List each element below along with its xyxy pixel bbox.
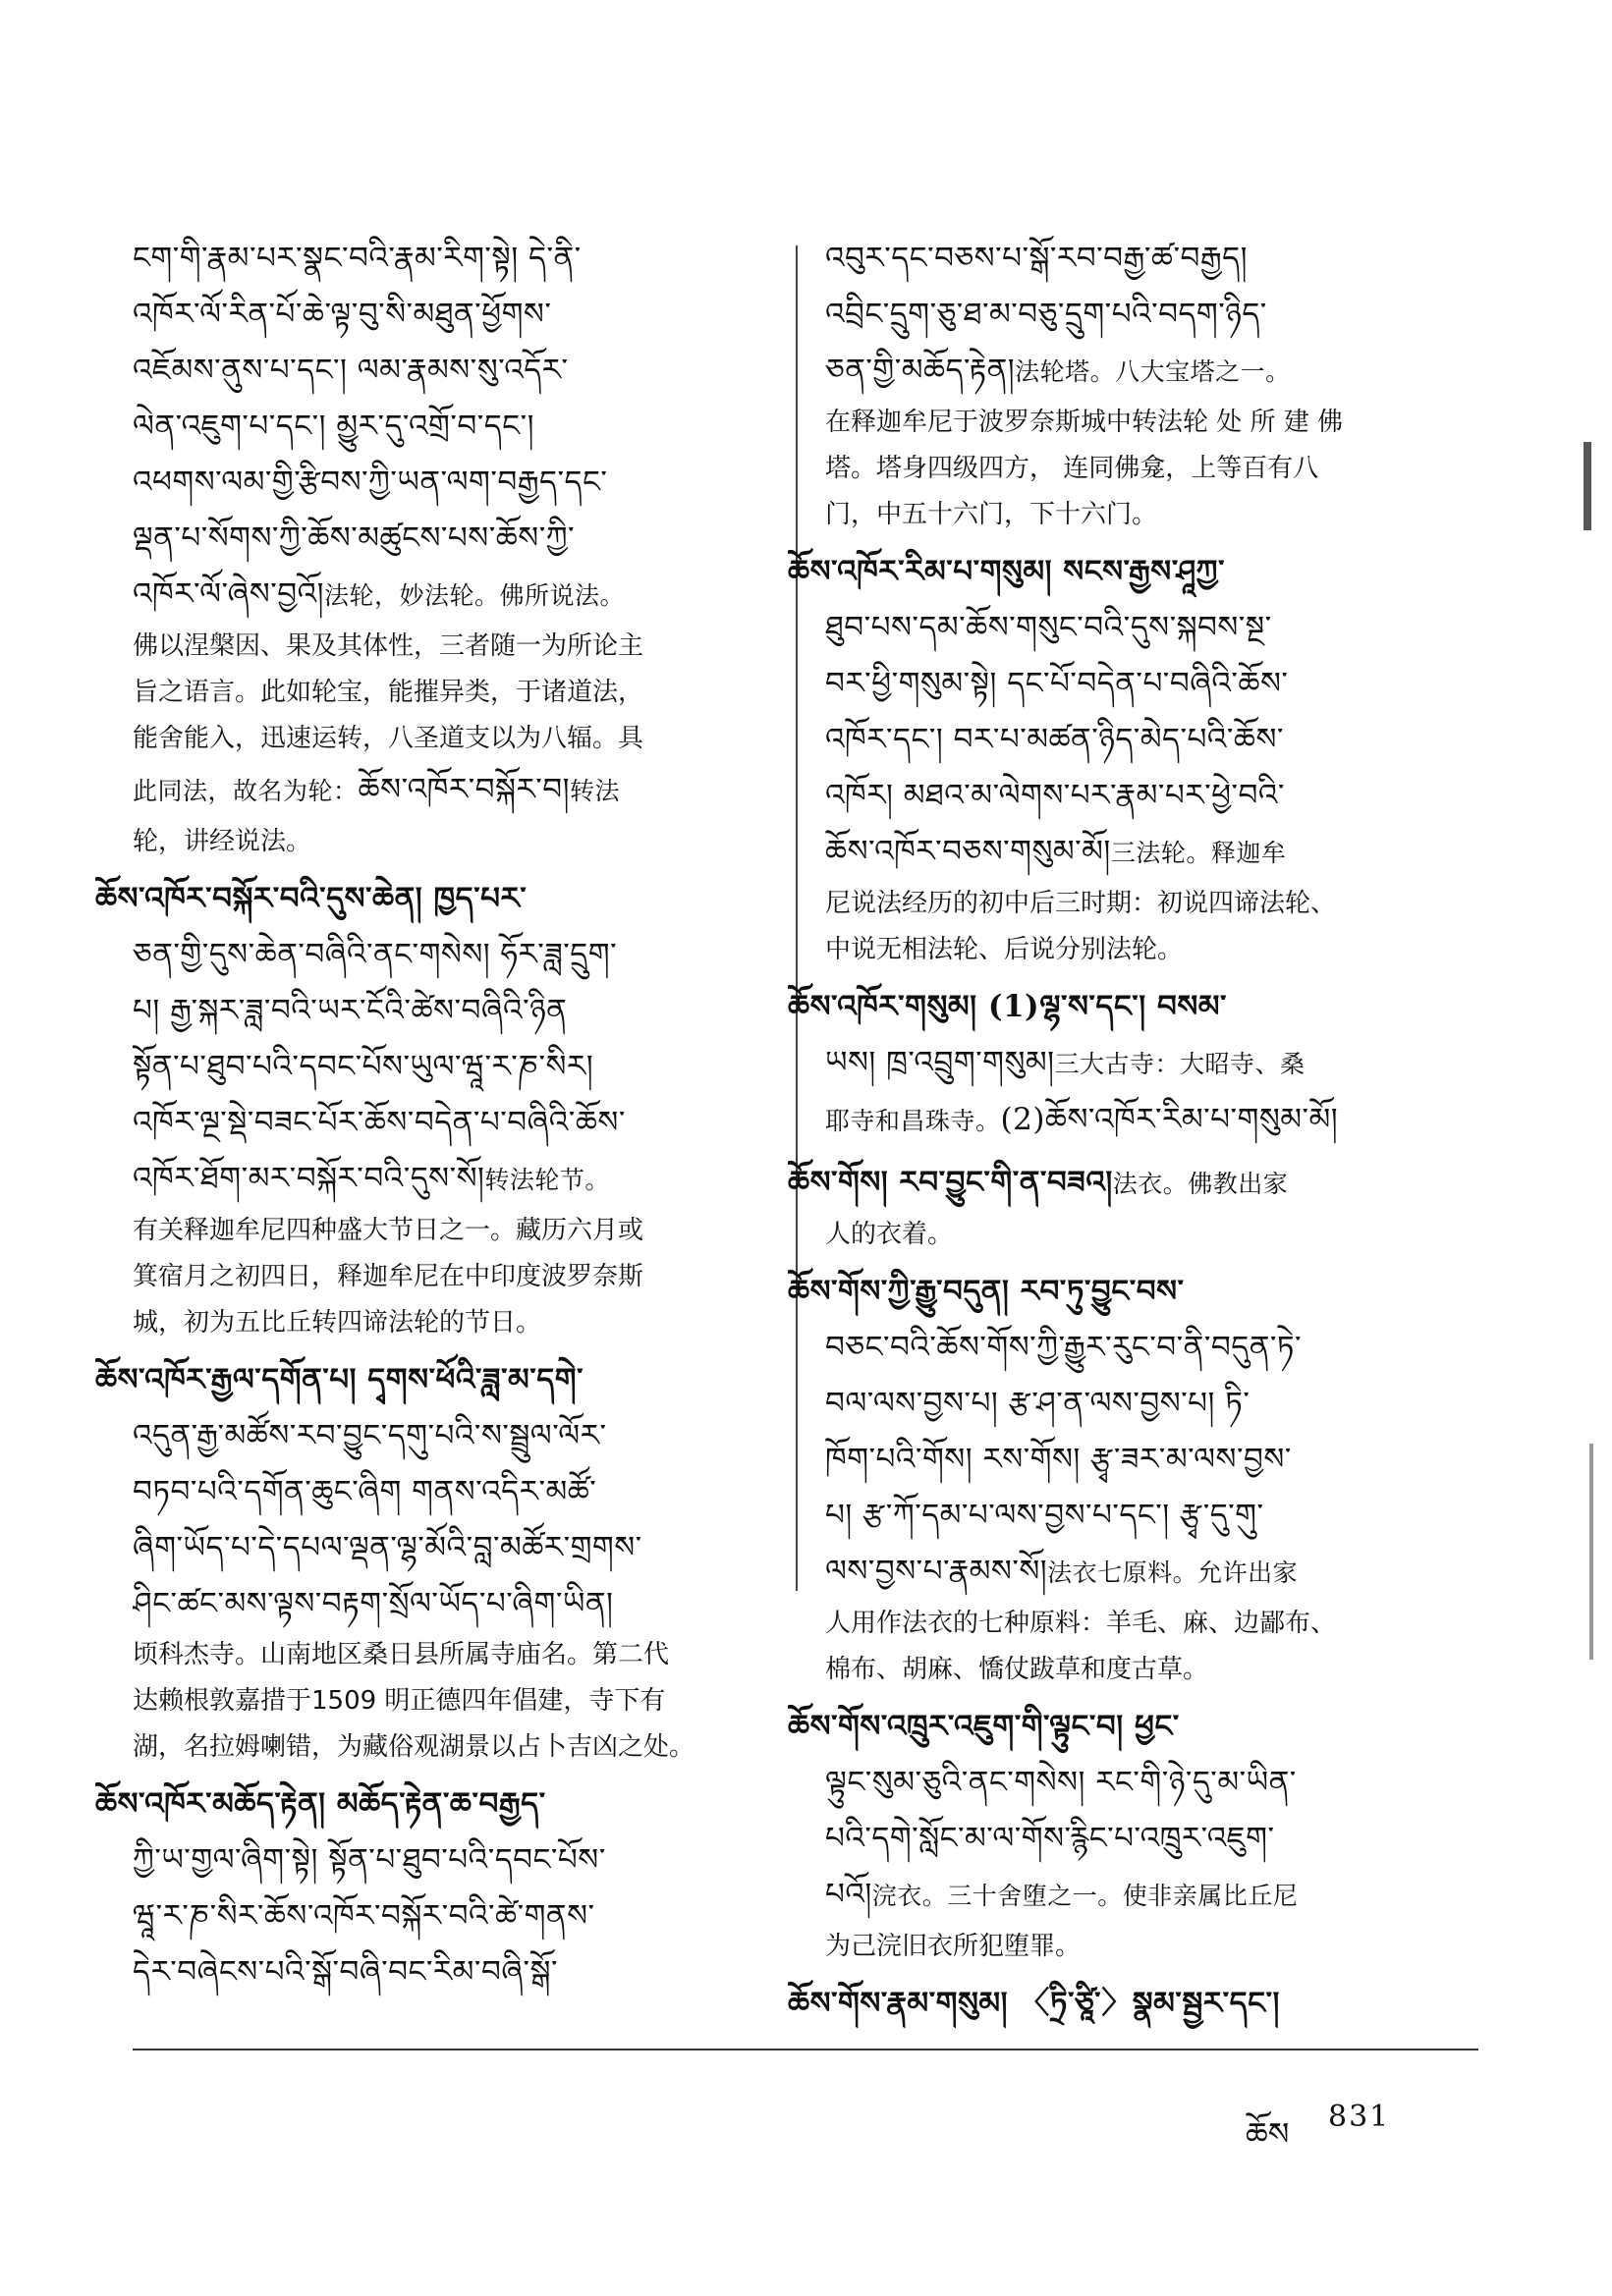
tibetan-text: པའོ། [825, 1877, 872, 1912]
tibetan-line: བལ་ལས་བྱས་པ། རྩ་ཤ་ན་ལས་བྱས་པ། ཏི་ [825, 1386, 1251, 1421]
tibetan-line: ལྟུང་སུམ་ཅུའི་ནང་གསེས། རང་གི་ཉེ་དུ་མ་ཡིན་ [825, 1765, 1297, 1800]
tibetan-line: པ། རྒྱ་སྐར་ཟླ་བའི་ཡར་ངོའི་ཚེས་བཞིའི་ཉིན [133, 993, 568, 1028]
dictionary-entry [825, 231, 1470, 538]
chinese-text: 转法轮节。 [484, 1166, 610, 1194]
tibetan-line: བཅང་བའི་ཆོས་གོས་ཀྱི་རྒྱུར་རུང་བ་ནི་བདུན་ཏེ་ [825, 1330, 1302, 1365]
chinese-line: 旨之语言。此如轮宝，能摧异类，于诸道法， [133, 678, 644, 707]
tibetan-text: ལས་བྱས་པ་རྣམས་སོ། [825, 1554, 1048, 1589]
chinese-line: 湖，名拉姆喇错，为藏俗观湖景以占卜吉凶之处。 [133, 1732, 695, 1762]
chinese-line: 能舍能入，迅速运转，八圣道支以为八辐。具 [133, 724, 644, 753]
tibetan-line: ཝཱ་ར་ཎ་སིར་ཆོས་འཁོར་བསྐོར་བའི་ཚེ་གནས་ [133, 1898, 595, 1934]
tibetan-line: འདུན་རྒྱ་མཚོས་རབ་བྱུང་དགུ་པའི་ས་སྦྲུལ་ལོར་ [133, 1418, 607, 1453]
entry-headword: ཆོས་གོས་རྣམ་གསུམ། 〈ཏྲི་ཙཱི་〉སྣམ་སྦྱར་དང་། [788, 1986, 1280, 2021]
tibetan-text: འཁོར་ལོ་ཞེས་བྱའོ། [133, 576, 325, 612]
tibetan-line: སྟོན་པ་ཐུབ་པའི་དབང་པོས་ཡུལ་ཝཱ་ར་ཎ་སིར། [133, 1049, 594, 1084]
chinese-text: 转法 [570, 777, 621, 805]
tibetan-line: བཏབ་པའི་དགོན་ཆུང་ཞིག གནས་འདིར་མཚོ་ [133, 1474, 597, 1509]
chinese-line: 门，中五十六门，下十六门。 [825, 500, 1158, 529]
tibetan-line: ལེན་འཇུག་པ་དང་། མྱུར་དུ་འགྲོ་བ་དང་། [133, 409, 534, 444]
chinese-line: 为己浣旧衣所犯堕罪。 [825, 1932, 1082, 1961]
tibetan-line: ཞིག་ཡོད་པ་དེ་དཔལ་ལྡན་ལྷ་མོའི་བླ་མཚོར་གྲགས་ [133, 1530, 642, 1565]
left-column [95, 231, 771, 2006]
chinese-line: 达赖根敦嘉措于1509 明正德四年倡建，寺下有 [133, 1686, 666, 1716]
tibetan-text: ཆོས་འཁོར་བཅས་གསུམ་མོ། [825, 834, 1111, 869]
tibetan-line: འབུར་དང་བཅས་པ་སྒོ་རབ་བརྒྱ་ཚ་བརྒྱད། [825, 241, 1248, 276]
mixed-line [825, 1867, 1470, 1924]
dictionary-entry [788, 979, 1470, 1149]
footer-rule [133, 2049, 1478, 2050]
chinese-line: 轮，讲经说法。 [133, 827, 312, 856]
headword-tibetan: ཆོས་གོས། རབ་བྱུང་གི་ན་བཟའ། [788, 1165, 1113, 1200]
dictionary-entry [788, 1264, 1470, 1693]
tibetan-line: ངག་གི་རྣམ་པར་སྣང་བའི་རྣམ་རིག་སྟེ། དེ་ནི་ [133, 241, 582, 276]
chinese-line: 棉布、胡麻、憍仗跋草和度古草。 [825, 1655, 1209, 1684]
tibetan-line: འཇོམས་ནུས་པ་དང་། ལམ་རྣམས་སུ་འདོར་ [133, 353, 569, 388]
tibetan-line: དེར་བཞེངས་པའི་སྒོ་བཞི་བང་རིམ་བཞི་སྒོ་ [133, 1954, 558, 1990]
mixed-line [133, 1151, 771, 1208]
headword-chinese: 法衣。佛教出家 [1112, 1170, 1289, 1198]
entry-headword: ཆོས་འཁོར་མཆོད་རྟེན། མཆོད་རྟེན་ཆ་བརྒྱད་ [95, 1786, 546, 1822]
chinese-line: 塔。塔身四级四方， 连同佛龛，上等百有八 [825, 454, 1319, 483]
tibetan-line: ཁོག་པའི་གོས། རས་གོས། རྩྭ་ཟར་མ་ལས་བྱས་ [825, 1442, 1292, 1477]
dictionary-entry [788, 1699, 1470, 1970]
tibetan-line: འབྲིང་དྲུག་ཅུ་ཐ་མ་བཅུ་དྲུག་པའི་བདག་ཉིད་ [825, 297, 1267, 332]
dictionary-entry [95, 871, 771, 1346]
dictionary-entry [95, 1352, 771, 1771]
tibetan-text: ཅན་གྱི་མཆོད་རྟེན། [825, 353, 1016, 388]
tibetan-text: འཁོར་ཐོག་མར་བསྐོར་བའི་དུས་སོ། [133, 1161, 485, 1196]
tibetan-line: ཅན་གྱི་དུས་ཆེན་བཞིའི་ནང་གསེས། ཧོར་ཟླ་དྲུག་ [133, 937, 618, 972]
tibetan-line: བར་ཕྱི་གསུམ་སྟེ། དང་པོ་བདེན་པ་བཞིའི་ཆོས་ [825, 666, 1289, 701]
dictionary-entry [95, 1777, 771, 2000]
chinese-text: 法衣七原料。允许出家 [1047, 1558, 1299, 1587]
tibetan-line: ཀྱི་ཡ་གྱལ་ཞིག་སྟེ། སྟོན་པ་ཐུབ་པའི་དབང་པོས་ [133, 1842, 606, 1878]
chinese-text: 法轮塔。八大宝塔之一。 [1015, 357, 1291, 386]
page-edge-mark [1584, 442, 1591, 530]
entry-headword [788, 1155, 1470, 1212]
chinese-text: 耶寺和昌珠寺。 [825, 1107, 1001, 1135]
tibetan-line: ཤིང་ཚང་མས་ལྟས་བརྟག་སྲོལ་ཡོད་པ་ཞིག་ཡིན། [133, 1586, 614, 1621]
tibetan-line: འཕགས་ལམ་གྱི་རྩིབས་ཀྱི་ཡན་ལག་བརྒྱད་དང་ [133, 465, 608, 500]
dictionary-entry [788, 1155, 1470, 1258]
tibetan-line: འཁོར་ལོ་རིན་པོ་ཆེ་ལྟ་བུ་སི་མཐུན་ཕྱོགས་ [133, 297, 552, 332]
tibetan-line: འཁོར་དང་། བར་པ་མཚན་ཉིད་མེད་པའི་ཆོས་ [825, 722, 1284, 757]
entry-headword: ཆོས་གོས་འཁྲུར་འཇུག་གི་ལྟུང་བ། ཕྱང་ [788, 1709, 1180, 1744]
dictionary-entry [133, 231, 771, 865]
chinese-line: 尼说法经历的初中后三时期：初说四谛法轮、 [825, 889, 1337, 918]
mixed-line [825, 1035, 1470, 1092]
chinese-line: 有关释迦牟尼四种盛大节日之一。藏历六月或 [133, 1216, 644, 1245]
running-footer-word: ཆོས [1246, 2115, 1290, 2153]
page-edge-shadow [1589, 1444, 1593, 1660]
chinese-text: 此同法，故名为轮： [133, 777, 359, 805]
entry-headword: ཆོས་གོས་ཀྱི་རྒྱུ་བདུན། རབ་ཏུ་བྱུང་བས་ [788, 1274, 1185, 1309]
mixed-line [825, 1544, 1470, 1601]
right-column [788, 231, 1470, 2038]
chinese-line: 中说无相法轮、后说分别法轮。 [825, 935, 1184, 964]
chinese-line: 佛以涅槃因、果及其体性，三者随一为所论主 [133, 631, 644, 661]
tibetan-line: འཁོར། མཐའ་མ་ལེགས་པར་རྣམ་པར་ཕྱེ་བའི་ [825, 778, 1285, 813]
entry-headword: ཆོས་འཁོར་གསུམ། (1)ལྷ་ས་དང་། བསམ་ [788, 989, 1228, 1024]
tibetan-line: འཁོར་ལྔ་སྡེ་བཟང་པོར་ཆོས་བདེན་པ་བཞིའི་ཆོས་ [133, 1105, 626, 1140]
tibetan-text: (2)ཆོས་འཁོར་རིམ་པ་གསུམ་མོ། [1000, 1102, 1339, 1137]
chinese-line: 城，初为五比丘转四谛法轮的节日。 [133, 1308, 542, 1338]
mixed-line [825, 1092, 1470, 1149]
dictionary-entry [788, 544, 1470, 973]
tibetan-text: ཆོས་འཁོར་བསྐོར་བ། [358, 772, 571, 807]
chinese-line: 顷科杰寺。山南地区桑日县所属寺庙名。第二代 [133, 1640, 670, 1669]
chinese-line: 人的衣着。 [825, 1220, 954, 1249]
tibetan-line: པའི་དགེ་སློང་མ་ལ་གོས་རྙིང་པ་འཁྲུར་འཇུག་ [825, 1821, 1275, 1856]
chinese-text: 浣衣。三十舍堕之一。使非亲属比丘尼 [871, 1882, 1299, 1910]
mixed-line [133, 567, 771, 624]
chinese-text: 法轮，妙法轮。佛所说法。 [324, 581, 626, 610]
dictionary-entry [788, 1976, 1470, 2032]
entry-headword: ཆོས་འཁོར་བསྐོར་བའི་དུས་ཆེན། ཁྱད་པར་ [95, 881, 528, 916]
column-divider [796, 246, 798, 1591]
tibetan-line: ལྡན་པ་སོགས་ཀྱི་ཆོས་མཚུངས་པས་ཆོས་ཀྱི་ [133, 520, 576, 556]
chinese-text: 三大古寺：大昭寺、桑 [1054, 1050, 1306, 1078]
mixed-line [825, 343, 1470, 400]
tibetan-line: པ། རྩ་ཀོ་དམ་པ་ལས་བྱས་པ་དང་། རྩྭ་དུ་གུ་ [825, 1498, 1264, 1533]
chinese-line: 在释迦牟尼于波罗奈斯城中转法轮 处 所 建 佛 [825, 408, 1344, 437]
chinese-text: 三法轮。释迦牟 [1110, 839, 1287, 867]
mixed-line [133, 762, 771, 819]
chinese-line: 箕宿月之初四日，释迦牟尼在中印度波罗奈斯 [133, 1262, 644, 1291]
entry-headword: ཆོས་འཁོར་རིམ་པ་གསུམ། སངས་རྒྱས་ཤཱཀྱ་ [788, 554, 1225, 589]
page-number: 831 [1328, 2100, 1391, 2134]
tibetan-line: ཐུབ་པས་དམ་ཆོས་གསུང་བའི་དུས་སྐབས་སྔ་ [825, 610, 1272, 645]
tibetan-text: ཡས། ཁྲ་འབྲུག་གསུམ། [825, 1045, 1055, 1080]
entry-headword: ཆོས་འཁོར་རྒྱལ་དགོན་པ། དྭགས་ཕོའི་ཟླ་མ་དགེ་ [95, 1362, 584, 1397]
mixed-line [825, 824, 1470, 881]
chinese-line: 人用作法衣的七种原料：羊毛、麻、边鄙布、 [825, 1609, 1337, 1638]
